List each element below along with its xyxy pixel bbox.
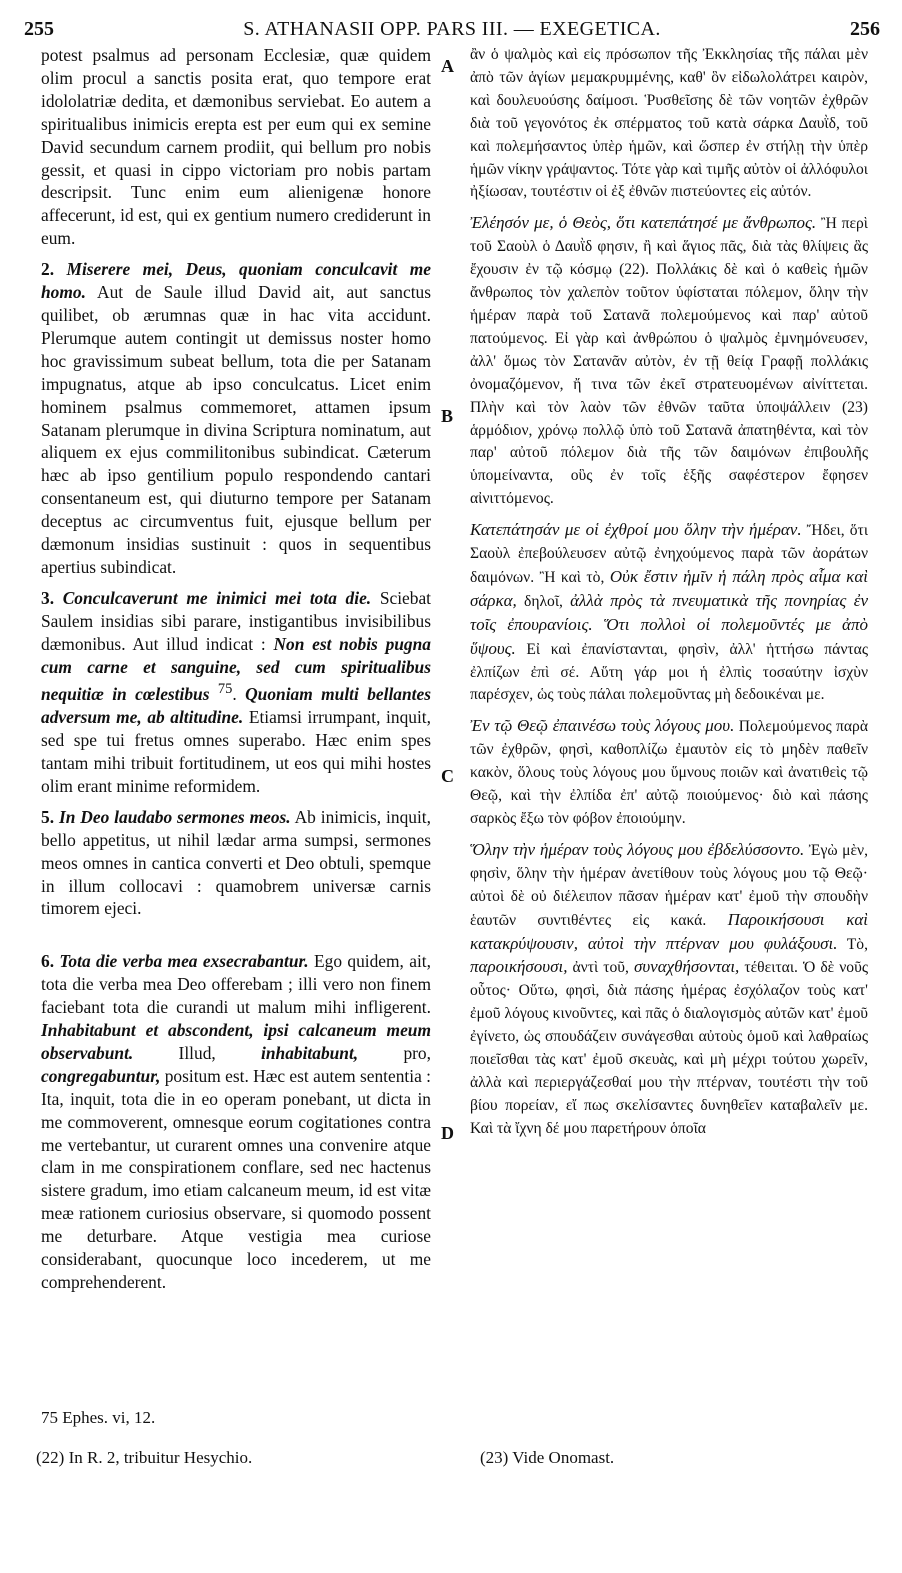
footnote-22: (22) In R. 2, tribuitur Hesychio. <box>36 1448 253 1467</box>
footnote-23: (23) Vide Onomast. <box>480 1448 615 1467</box>
verse-lemma: Tota die verba mea exsecrabantur. <box>59 951 309 972</box>
verse-lemma: Ὅλην τὴν ἡμέραν τοὺς λόγους μου ἐβδελύσσοντο. <box>470 839 805 859</box>
greek-paragraph-1: ἂν ὁ ψαλμὸς καὶ εἰς πρόσωπον τῆς Ἐκκλησίας τῆς πάλαι μὲν ἀπὸ τῶν ἁγίων μεμακρυμμένης, καθ' ὃν εἰδωλολάτρει καιρὸν, καὶ δουλευούσης δαίμοσι. Ῥυσθεῖσης δὲ τῶν νοητῶν ἐχθρῶν διὰ τοῦ γεγονότος ἐκ σπέρματος τοῦ κατὰ σάρκα Δαυῒδ, τοῦ καὶ πολεμήσαντος ὑπὲρ ἡμῶν, καὶ ὥσπερ ἐν στήλῃ τὴν ὑπὲρ ἡμῶν νίκην γράψαντος. Τότε γὰρ καὶ τιμῆς αὐτὸν οἱ ἀλλόφυλοι ἠξίωσαν, τουτέστιν οἱ ἐξ ἐθνῶν πιστεύοντες εἰς αὐτόν. <box>470 46 868 201</box>
verse-lemma: Κατεπάτησάν με οἱ ἐχθροί μου ὅλην τὴν ἡμέραν. <box>470 520 802 540</box>
page-number-left: 255 <box>24 18 54 40</box>
greek-paragraph-5: Ἐν τῷ Θεῷ ἐπαινέσω τοὺς λόγους μου. Πολεμούμενος παρὰ τῶν ἐχθρῶν, φησὶ, καθοπλίζω ἐμαυτὸν εἰς τὸ μηδὲν παθεῖν κακὸν, ὅλους τοὺς λόγους μου ὕμνους ποιῶν καὶ ἀνατιθεὶς τῷ Θεῷ, καὶ τὴν ἐλπίδα ἐπ' αὐτῷ ποιούμενος· διὸ καὶ πάσης σαρκὸς ἔξω τὸν φόβον ἐποιούμην. <box>470 716 868 827</box>
greek-paragraph-3: Κατεπάτησάν με οἱ ἐχθροί μου ὅλην τὴν ἡμέραν. Ἤδει, ὅτι Σαοὺλ ἐπεβούλευσεν αὐτῷ ἐνηχούμενος παρὰ τῶν ἀοράτων δαιμόνων. Ἢ καὶ τὸ, Οὐκ ἔστιν ἡμῖν ἡ πάλη πρὸς αἷμα καὶ σάρκα, δηλοῖ, ἀλλὰ πρὸς τὰ πνευματικὰ τῆς πονηρίας ἐν τοῖς ἐπουρανίοις. Ὅτι πολλοὶ οἱ πολεμοῦντές με ἀπὸ ὕψους. Εἰ καὶ ἐπανίστανται, φησὶν, ἀλλ' ἡττήσω πάντας ἐλπίζων ἐπὶ σέ. Αὕτη γάρ μοι ἡ ἐλπὶς τοσαύτην ἰσχὺν παρέσχεν, ὡς τοὺς πάλαι πολεμοῦντας μὴ δεδοικέναι με. <box>470 520 869 704</box>
margin-letter-d: D <box>441 1123 454 1143</box>
verse-number: 6. <box>41 951 55 972</box>
verse-lemma: Ἐλέησόν με, ὁ Θεὸς, ὅτι κατεπάτησέ με ἄνθρωπος. <box>470 213 817 233</box>
scripture-quote: ἀλλὰ πρὸς τὰ πνευματικὰ τῆς πονηρίας ἐν τοῖς ἐπουρανίοις. Ὅτι πολλοὶ οἱ πολεμοῦντές με ἀπὸ ὕψους. <box>470 590 868 658</box>
scripture-quote: Non est nobis pugna cum carne et sanguine, sed cum spiritualibus nequitiæ in cœlestibus <box>41 633 431 705</box>
latin-paragraph-5: 5. In Deo laudabo sermones meos. Ab inimicis, inquit, bello appetitus, ut nihil lædar arma sumpsi, sermones meos omnes in cantica converti et Deo obtuli, spemque in illum collocavi : quamobrem universæ carnis timorem ejeci. <box>41 806 431 919</box>
verse-lemma: Miserere mei, Deus, quoniam conculcavit me homo. <box>41 259 431 303</box>
greek-column <box>470 44 868 1141</box>
greek-paragraph-2: Ἐλέησόν με, ὁ Θεὸς, ὅτι κατεπάτησέ με ἄνθρωπος. Ἢ περὶ τοῦ Σαοὺλ ὁ Δαυῒδ φησιν, ἢ καὶ ἅγιος πᾶς, διὰ τὰς θλίψεις ἃς ἔχουσιν ἐν τῷ κόσμῳ (22). Πολλάκις δὲ καὶ ὁ καθεὶς ἡμῶν ἄνθρωπος τὸν χαλεπὸν τοῦτον ὑφίσταται πόλεμον, ὅλην τὴν ἡμέραν παρὰ τοῦ Σατανᾶ πολεμούμενος καὶ παρ' αὐτοῦ πατούμενος. Εἰ γὰρ καὶ ἀνθρώπου ὁ ψαλμὸς ἐμνημόνευσεν, ἀλλ' ὅμως τὸν Σατανᾶν αὐτὸν, ἐν τῇ θείᾳ Γραφῇ πολλάκις ὀνομαζόμενον, ἤ τινα τῶν ἐκεῖ στρατευομένων αἰνίττεται. Πλὴν καὶ τὸν λαὸν τῶν ἐθνῶν ταῦτα ὑποψάλλειν (23) ἁρμόδιον, χρόνῳ πολλῷ ὑπὸ τοῦ Σατανᾶ ἀπατηθέντα, καὶ τὸν παρ' αὐτοῦ πόλεμον διὰ τῆς τῶν δαιμόνων ἐπιβουλῆς ὑπομείναντα, οὓς ἐν τοῖς ἑξῆς σαφέστερον ἔφησεν αἰνιττόμενος. <box>470 213 868 508</box>
scripture-quote: Οὐκ ἔστιν ἡμῖν ἡ πάλη πρὸς αἷμα καὶ σάρκα, <box>470 566 868 610</box>
page-number-right: 256 <box>850 18 880 40</box>
margin-letter-c: C <box>441 766 454 786</box>
margin-letter-a: A <box>441 56 454 76</box>
latin-paragraph-2: 2. Miserere mei, Deus, quoniam conculcavit me homo. Aut de Saule illud David ait, aut sanctus quilibet, ob ærumnas quæ in hac vita accidunt. Plerumque autem contingit ut demissus noster homo hoc gravissimum subeat bellum, tota die per Satanam impugnatus, atque ab ipso conculcatus. Licet enim hominem psalmus commemoret, attamen ipsum Satanam plerumque in divina Scriptura nominatum, aut aliquem ex ejus commilitonibus subindicat. Cæterum hæc ab ipso gentilium populo respondendo cantari consentaneum est, qui diuturno tempore per Satanam deceptus ac circumventus fuit, ejusque bellum per dæmonum insidias sustinuit : quos in sequentibus apertius subindicat. <box>41 259 431 577</box>
margin-letter-b: B <box>441 406 454 426</box>
latin-paragraph-3: 3. Conculcaverunt me inimici mei tota die. Sciebat Saulem insidias sibi parare, instigantibus invisibilibus dæmonibus. Aut illud indicat : Non est nobis pugna cum carne et sanguine, sed cum spiritualibus nequitiæ in cœlestibus $^{75}$. Quoniam multi bellantes adversum me, ab altitudine. Etiamsi irrumpant, inquit, sed spe tui fretus omnes superabo. Hæc enim spes tantam mihi tribuit fortitudinem, ut eos qui mihi hostes olim erant minime reformidem. <box>41 587 431 796</box>
verse-lemma: Ἐν τῷ Θεῷ ἐπαινέσω τοὺς λόγους μου. <box>470 716 735 736</box>
running-title: S. ATHANASII OPP. PARS III. — EXEGETICA. <box>243 18 661 40</box>
footnote-ref: 75 <box>217 681 233 698</box>
latin-paragraph-6: 6. Tota die verba mea exsecrabantur. Ego quidem, ait, tota die verba mea Deo offerebam ; illi vero non finem faciebant tota die curandi ut malum mihi infligerent. Inhabitabunt et abscondent, ipsi calcaneum meum observabunt. Illud, inhabitabunt, pro, congregabuntur, positum est. Hæc est autem sententia : Ita, inquit, tota die in eo operam ponebant, ut dicta in me commoverent, omnesque eorum cogitationes contra me vertebantur, ut curarent omnes una convenire atque clam in me conspirationem conflare, sed nec hactenus sistere gradum, imo etiam calcaneum meum, id est vitæ meæ rationem curiosius observare, si quomodo possent me deturbare. Atque vestigia mea curiose considerabant, quocunque loco incederem, ut me comprehenderent. <box>41 951 431 1293</box>
footnote-75: 75 Ephes. vi, 12. <box>41 1408 156 1427</box>
verse-number: 5. <box>41 806 55 827</box>
verse-number: 3. <box>41 587 55 608</box>
verse-lemma: Inhabitabunt et abscondent, ipsi calcaneum meum observabunt. <box>41 1020 431 1063</box>
verse-number: 2. <box>41 259 55 280</box>
verse-lemma: Παροικήσουσι καὶ κατακρύψουσιν, αὐτοὶ τὴν πτέρναν μου φυλάξουσι. <box>470 909 868 953</box>
verse-lemma: In Deo laudabo sermones meos. <box>58 806 291 827</box>
page-header <box>24 16 880 44</box>
latin-column <box>41 44 431 1294</box>
verse-lemma: Quoniam multi bellantes adversum me, ab altitudine. <box>41 684 431 728</box>
verse-lemma: Conculcaverunt me inimici mei tota die. <box>62 587 372 608</box>
latin-paragraph-1: potest psalmus ad personam Ecclesiæ, quæ quidem olim procul a sanctis posita erat, quo tempore erat idololatriæ dedita, et dæmonibus serviebat. Eo autem a spiritualibus inimicis erepta est per eum qui ex semine David secundum carnem prodiit, qui bellum pro nobis gessit, et quasi in cippo victoriam pro nobis partam descripsit. Tunc enim eum alienigenæ honore affecerunt, id est, qui ex gentium numero crediderunt in eum. <box>41 45 431 249</box>
greek-paragraph-6: Ὅλην τὴν ἡμέραν τοὺς λόγους μου ἐβδελύσσοντο. Ἐγὼ μὲν, φησὶν, ὅλην τὴν ἡμέραν ἀνετίθουν τοὺς λόγους μου τῷ Θεῷ· αὐτοὶ δὲ οὐ διέλειπον πᾶσαν ἡμέραν κατ' ἐμοῦ τὴν σπουδὴν ἑαυτῶν συντιθέντες εἰς κακά. Παροικήσουσι καὶ κατακρύψουσιν, αὐτοὶ τὴν πτέρναν μου φυλάξουσι. Τὸ, παροικήσουσι, ἀντὶ τοῦ, συναχθήσονται, τέθειται. Ὁ δὲ νοῦς οὗτος· Οὕτω, φησὶ, διὰ πάσης ἡμέρας ἐσχόλαζον τοὺς κατ' ἐμοῦ λόγους κινοῦντες, καὶ πᾶς ὁ διαλογισμὸς αὐτῶν κατ' ἐμοῦ ἐγίνετο, ὡς σπουδάζειν συνάγεσθαι αὐτοὺς ὁμοῦ καὶ λαθραίως ποιεῖσθαι τὰς κατ' ἐμοῦ σκευὰς, καὶ μὴ μέχρι τούτου χωρεῖν, ἀλλὰ καὶ περιεργάζεσθαί μου τὴν πτέρναν, τουτέστι τὴν τοῦ βίου πορείαν, εἴ πως σκελίσαντες δυνηθεῖεν καταβαλεῖν με. Καὶ τὰ ἴχνη δέ μου παρετήρουν ὁποῖα <box>470 839 869 1137</box>
